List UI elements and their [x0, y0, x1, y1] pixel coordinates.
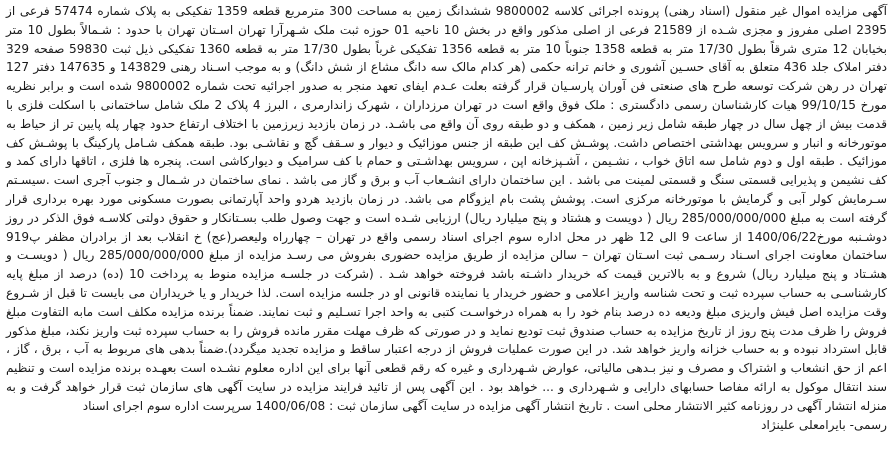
- notice-signature: رسمی- بایرامعلی علینژاد: [761, 417, 887, 432]
- notice-body: آگهی مزایده اموال غیر منقول (اسناد رهنی) پرونده اجرائی کلاسه 9800002 ششدانگ زمین به مساحت 300 مترمربع قطعه 1359 تفکیکی به پلاک شماره 57474 فرعی از 2395 اصلی مفروز و مجزی شـده از 21589 فرعی از اصلی مذکور واقع در بخش 10 ناحیه 01 حوزه ثبت ملک شـهرآرا تهران اسـتان تهران با حدود : شـمالاً بطول 10 متر بخیابان 12 متری شرقاً بطول 17/30 متر به قطعه 1358 جنوباً 10 متر به قطعه 1356 تفکیکی غرباً بطول 17/30 متر به قطعه 1360 تفکیکی ذیل ثبت 59830 صفحه 329 دفتر املاک جلد 436 متعلق به آقای حسـین آشوری و خانم ترانه حکمی (هر کدام مالک سه دانگ مشاع از شش دانگ) و به موجب اسـناد رهنی 143829 و 147635 دفتر 127 تهران در رهن شرکت توسعه طرح های صنعتی فن آوران پارسـیان قرار گرفته بعلت عـدم ایفای تعهد منجر به صدور اجرائیه تحت شماره 9800002 شده است و برابر نظریه مورخ 99/10/15 هیات کارشناسان رسمی دادگستری : ملک فوق واقع است در تهران مرزداران ، شهرک زاندارمری ، البرز 4 پلاک 2 ملک شامل ساختمانی با اسکلت فلزی با قدمت بیش از چهل سال در چهار طبقه شامل زیر زمین ، همکف و دو طبقه روی آن واقع می باشـد. در زمان بازدید زیرزمین با اختلاف ارتفاع حدود چهار پله پایین تر از حیاط به موتورخانه و انبار و سرویس بهداشتی اختصاص داشت. پوشـش کف این طبقه از جنس موزائیک و دیوار و سـقف گچ و نقاشـی بود. طبقه همکف شـامل پارکینگ با پوشـش کف موزائیک . طبقه اول و دوم شامل سه اتاق خواب ، نشـیمن ، آشـپزخانه اپن ، سرویس بهداشـتی و حمام با کف سرامیک و دیوارکاشی است. پنجره ها فلزی ، اتاقها دارای کمد و کف نشیمن و پذیرایی قسمتی سنگ و قسمتی لمینت می باشد . این ساختمان دارای انشـعاب آب و برق و گاز می باشد . نمای ساختمان در شـمال و جنوب آجری است .سیسـتم سـرمایش کولر آبی و گرمایش با موتورخانه مرکزی است. پوشش پشت بام ایزوگام می باشد. در زمان بازدید هردو واحد آپارتمانی بصورت مسکونی مورد بهره برداری قرار گرفته است به مبلغ 285/000/000/000 ریال ( دویست و هشتاد و پنج میلیارد ریال) ارزیابی شـده است و جهت وصول طلب بسـتانکار و حقوق دولتی کلاسـه فوق الذکر در روز دوشـنبه مورخ1400/06/22 از ساعت 9 الی 12 ظهر در محل اداره سوم اجرای اسناد رسمی واقع در تهران – چهارراه ولیعصر(عج) خ انقلاب بعد از برادران مظفر پ919 ساختمان معاونت اجرای اسـناد رسـمی ثبت اسـتان تهران – سالن مزایده از طریق مزایده حضوری بفروش می رسـد مزایده از مبلغ 285/000/000/000 ریال ( دویسـت و هشـتاد و پنج میلیارد ریال) شروع و به بالاترین قیمت که خریدار داشـته باشد فروخته خواهد شـد . (شرکت در جلسـه مزایده منوط به پرداخت 10 (ده) درصد از مبلغ پایه کارشناسـی به حساب سپرده ثبت و تحت شناسه واریز اعلامی و حضور خریدار یا نماینده قانونی او در جلسه مزایده است. لذا خریدار و یا خریداران می بایست تا قبل از شـروع وقت مزایده اصل فیش واریزی مبلغ ودیعه ده درصد بنام خود را به همراه درخواسـت کتبی به واحد اجرا تسـلیم و ثبت نمایند. ضمناً برنده مزایده مکلف است مابه التفاوت مبلغ فروش را ظرف مدت پنج روز از تاریخ مزایده به حساب صندوق ثبت تودیع نماید و در صورتی که ظرف مهلت مقرر مانده فروش را به حساب سپرده ثبت واریز نکند، مبلغ مذکور قابل استرداد نبوده و به حساب خزانه واریز خواهد شد. در این صورت عملیات فروش از درجه اعتبار ساقط و مزایده تجدید میگردد).ضمناً بدهی های مربوط به آب ، برق ، گاز ، اعم از حق انشعاب و اشتراک و مصرف و نیز بـدهی مالیاتی، عوارض شـهرداری و غیره که رقم قطعی آنها برای این اداره معلوم نشـده است بعهـده برنده مزایده است و تنظیم سند انتقال موکول به ارائه مفاصا حسابهای دارایی و شـهرداری و ... خواهد بود . این آگهی پس از تائید فرایند مزایده در سایت آگهی های سازمان ثبت قرار خواهد گرفت و به منزله انتشار آگهی در روزنامه کثیر الانتشار محلی است . تاریخ انتشار آگهی مزایده در سایت آگهی سازمان ثبت : 1400/06/08 سرپرست اداره سوم اجرای اسناد: [6, 4, 888, 413]
